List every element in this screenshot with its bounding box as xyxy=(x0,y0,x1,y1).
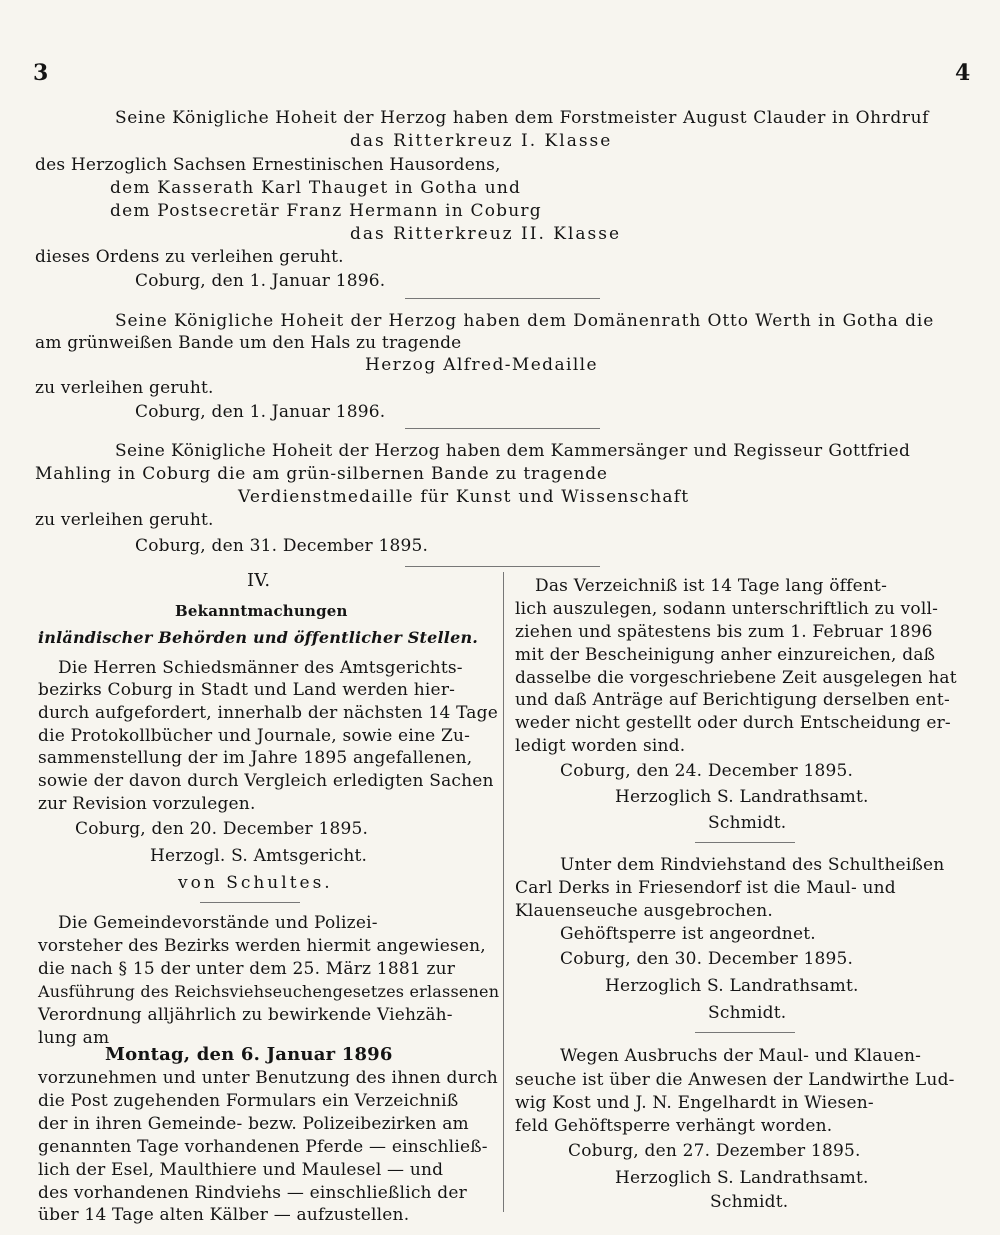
text-line: die Protokollbücher und Journale, sowie eine Zu- xyxy=(38,726,471,746)
date-line: Coburg, den 1. Januar 1896. xyxy=(135,271,386,291)
medal-name: Herzog Alfred-Medaille xyxy=(365,355,598,375)
date-line: Coburg, den 30. December 1895. xyxy=(560,949,854,969)
text-line: Seine Königliche Hoheit der Herzog haben dem Domänenrath Otto Werth in Gotha die xyxy=(115,311,935,331)
text-line: seuche ist über die Anwesen der Landwirthe Lud- xyxy=(515,1070,955,1090)
page-number-left: 3 xyxy=(33,60,49,86)
text-line: sowie der davon durch Vergleich erledigten Sachen xyxy=(38,771,494,791)
section-subheading: inländischer Behörden und öffentlicher Stellen. xyxy=(38,628,479,647)
text-line: wig Kost und J. N. Engelhardt in Wiesen- xyxy=(515,1093,874,1113)
authority-line: Herzoglich S. Landrathsamt. xyxy=(615,787,869,807)
text-line: Die Herren Schiedsmänner des Amtsgerichts- xyxy=(58,658,463,678)
text-line: Seine Königliche Hoheit der Herzog haben dem Kammersänger und Regisseur Gottfried xyxy=(115,441,911,461)
divider xyxy=(405,298,600,299)
text-line: bezirks Coburg in Stadt und Land werden hier- xyxy=(38,680,456,700)
text-line: des vorhandenen Rindviehs — einschließlich der xyxy=(38,1183,467,1203)
text-line: mit der Bescheinigung anher einzureichen, daß xyxy=(515,645,936,665)
text-line: Wegen Ausbruchs der Maul- und Klauen- xyxy=(560,1046,922,1066)
column-divider xyxy=(503,572,504,1212)
text-line: Verordnung alljährlich zu bewirkende Viehzäh- xyxy=(38,1005,453,1025)
signature-line: Schmidt. xyxy=(708,1003,787,1023)
text-line: vorsteher des Bezirks werden hiermit angewiesen, xyxy=(38,936,486,956)
authority-line: Herzoglich S. Landrathsamt. xyxy=(615,1168,869,1188)
divider xyxy=(695,842,795,843)
medal-name: Verdienstmedaille für Kunst und Wissenschaft xyxy=(238,487,690,507)
date-line: Coburg, den 31. December 1895. xyxy=(135,536,429,556)
text-line: dieses Ordens zu verleihen geruht. xyxy=(35,247,344,267)
text-line: der in ihren Gemeinde- bezw. Polizeibezirken am xyxy=(38,1114,469,1134)
order-name: das Ritterkreuz I. Klasse xyxy=(350,131,613,151)
date-line: Coburg, den 27. Dezember 1895. xyxy=(568,1141,861,1161)
text-line: Ausführung des Reichsviehseuchengesetzes erlassenen xyxy=(38,982,500,1001)
text-line: Carl Derks in Friesendorf ist die Maul- und xyxy=(515,878,896,898)
text-line: am grünweißen Bande um den Hals zu tragende xyxy=(35,333,462,353)
text-line: Seine Königliche Hoheit der Herzog haben dem Forstmeister August Clauder in Ohrdruf xyxy=(115,108,930,128)
date-line: Coburg, den 1. Januar 1896. xyxy=(135,402,386,422)
text-line: dem Kasserath Karl Thauget in Gotha und xyxy=(110,178,522,198)
text-line: lung am xyxy=(38,1028,110,1048)
order-name: das Ritterkreuz II. Klasse xyxy=(350,224,622,244)
text-line: Gehöftsperre ist angeordnet. xyxy=(560,924,816,944)
text-line: und daß Anträge auf Berichtigung derselben ent- xyxy=(515,690,950,710)
text-line: die Post zugehenden Formulars ein Verzeichniß xyxy=(38,1091,459,1111)
text-line: über 14 Tage alten Kälber — aufzustellen. xyxy=(38,1205,410,1225)
section-heading: Bekanntmachungen xyxy=(175,602,348,620)
divider xyxy=(405,566,600,567)
text-line: vorzunehmen und unter Benutzung des ihnen durch xyxy=(38,1068,498,1088)
text-line: dasselbe die vorgeschriebene Zeit ausgelegen hat xyxy=(515,668,957,688)
census-date: Montag, den 6. Januar 1896 xyxy=(105,1044,393,1065)
text-line: Mahling in Coburg die am grün-silbernen Bande zu tragende xyxy=(35,464,608,484)
text-line: ziehen und spätestens bis zum 1. Februar 1896 xyxy=(515,622,933,642)
text-line: durch aufgefordert, innerhalb der nächsten 14 Tage xyxy=(38,703,498,723)
text-line: lich der Esel, Maulthiere und Maulesel — und xyxy=(38,1160,444,1180)
authority-line: Herzogl. S. Amtsgericht. xyxy=(150,846,368,866)
text-line: lich auszulegen, sodann unterschriftlich zu voll- xyxy=(515,599,939,619)
date-line: Coburg, den 24. December 1895. xyxy=(560,761,854,781)
section-number: IV. xyxy=(247,570,271,591)
signature-line: von Schultes. xyxy=(178,873,333,893)
divider xyxy=(405,428,600,429)
signature-line: Schmidt. xyxy=(710,1192,789,1212)
text-line: zur Revision vorzulegen. xyxy=(38,794,256,814)
page-number-right: 4 xyxy=(955,60,971,86)
date-line: Coburg, den 20. December 1895. xyxy=(75,819,369,839)
divider xyxy=(695,1032,795,1033)
text-line: weder nicht gestellt oder durch Entscheidung er- xyxy=(515,713,951,733)
text-line: genannten Tage vorhandenen Pferde — einschließ- xyxy=(38,1137,488,1157)
text-line: feld Gehöftsperre verhängt worden. xyxy=(515,1116,833,1136)
text-line: Unter dem Rindviehstand des Schultheißen xyxy=(560,855,945,875)
text-line: zu verleihen geruht. xyxy=(35,378,214,398)
text-line: die nach § 15 der unter dem 25. März 1881 zur xyxy=(38,959,456,979)
text-line: ledigt worden sind. xyxy=(515,736,686,756)
divider xyxy=(200,902,300,903)
text-line: sammenstellung der im Jahre 1895 angefallenen, xyxy=(38,748,473,768)
text-line: Die Gemeindevorstände und Polizei- xyxy=(58,913,378,933)
signature-line: Schmidt. xyxy=(708,813,787,833)
text-line: des Herzoglich Sachsen Ernestinischen Hausordens, xyxy=(35,155,501,175)
text-line: zu verleihen geruht. xyxy=(35,510,214,530)
text-line: Das Verzeichniß ist 14 Tage lang öffent- xyxy=(535,576,888,596)
text-line: dem Postsecretär Franz Hermann in Coburg xyxy=(110,201,542,221)
authority-line: Herzoglich S. Landrathsamt. xyxy=(605,976,859,996)
text-line: Klauenseuche ausgebrochen. xyxy=(515,901,773,921)
